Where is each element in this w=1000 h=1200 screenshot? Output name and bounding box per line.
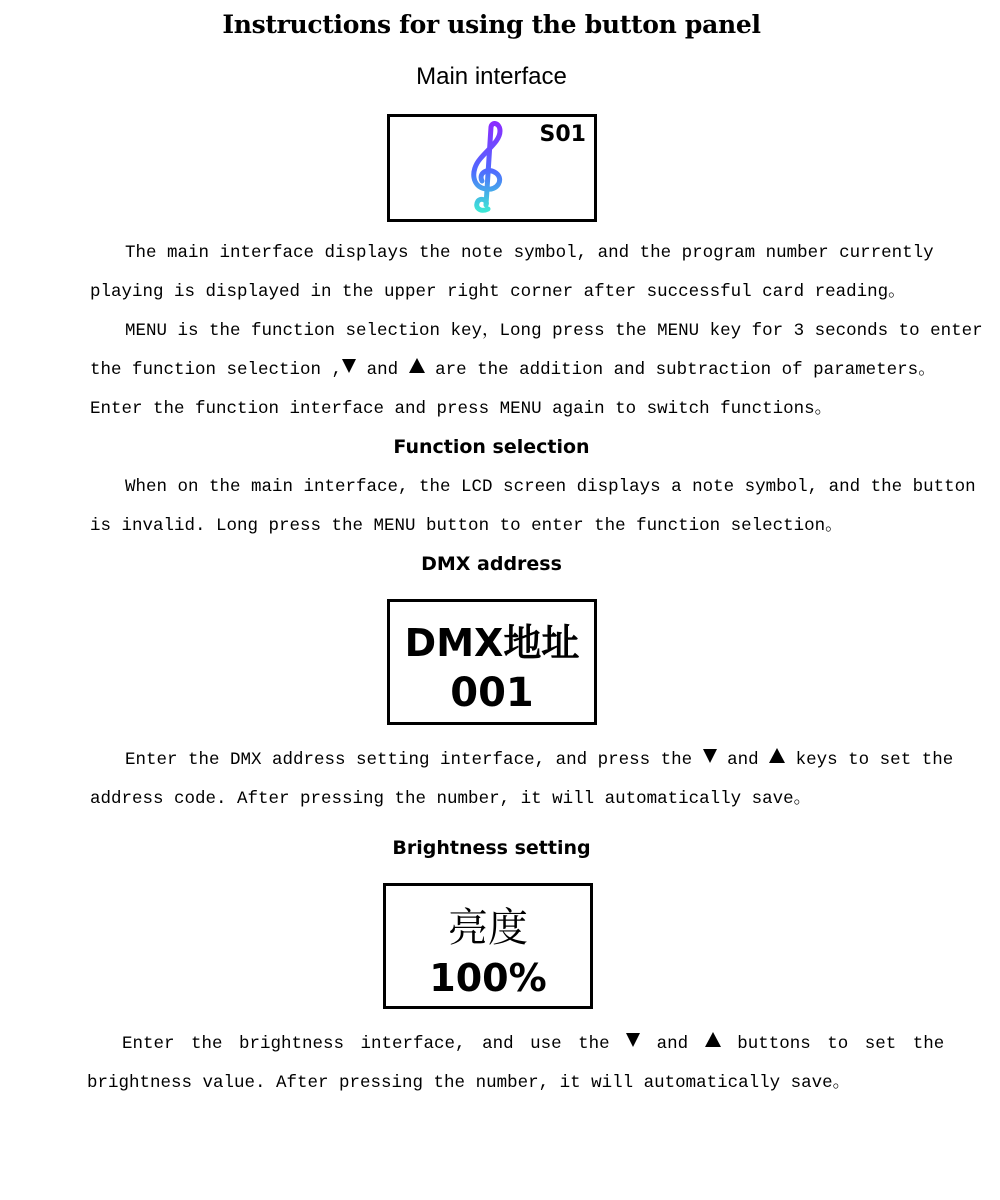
function-selection-heading: Function selection [393, 436, 590, 458]
text-line [87, 1025, 944, 1064]
up-triangle-icon [409, 358, 425, 373]
page-title: Instructions for using the button panel [222, 10, 761, 39]
dmx-address-heading: DMX address [421, 553, 562, 575]
up-triangle-icon [705, 1032, 721, 1047]
brightness-value: 100% [429, 956, 547, 1000]
text-segment: and [727, 750, 759, 770]
dmx-address-lcd [387, 599, 597, 725]
brightness-label: 亮度 [448, 905, 528, 951]
text-line: playing is displayed in the upper right corner after successful card reading。 [90, 282, 906, 302]
down-triangle-icon [703, 749, 717, 763]
main-interface-heading: Main interface [416, 63, 567, 90]
text-segment: buttons to set the [737, 1034, 945, 1054]
text-segment: keys to set the [795, 750, 954, 770]
text-line: address code. After pressing the number, it will automatically save。 [90, 789, 812, 809]
down-triangle-icon [626, 1033, 640, 1047]
treble-clef-icon [458, 121, 514, 217]
text-line: When on the main interface, the LCD screen displays a note symbol, and the button [125, 477, 976, 497]
program-number: S01 [539, 122, 586, 147]
text-line [90, 741, 953, 780]
text-line: Enter the function interface and press MENU again to switch functions。 [90, 399, 833, 419]
main-interface-paragraph-2 [90, 312, 983, 429]
text-segment: the function selection , [90, 360, 343, 380]
text-segment: and [366, 360, 399, 380]
text-line: is invalid. Long press the MENU button to enter the function selection。 [90, 516, 843, 536]
dmx-address-value: 001 [450, 670, 534, 716]
brightness-paragraph [87, 1025, 944, 1103]
text-segment: Enter the DMX address setting interface, and press the [125, 750, 693, 770]
brightness-setting-heading: Brightness setting [392, 837, 591, 859]
text-segment: and use the [482, 1034, 610, 1054]
function-selection-paragraph [90, 468, 976, 546]
dmx-address-label: DMX地址 [404, 621, 580, 665]
up-triangle-icon [769, 748, 785, 763]
text-segment: and [656, 1034, 689, 1054]
dmx-address-paragraph [90, 741, 953, 819]
text-segment: are the addition and subtraction of parameters。 [435, 360, 936, 380]
text-line [90, 351, 983, 390]
down-triangle-icon [342, 359, 356, 373]
text-line: The main interface displays the note symbol, and the program number currently [125, 243, 934, 263]
text-segment: Enter the brightness interface, [122, 1034, 466, 1054]
text-line: brightness value. After pressing the number, it will automatically save。 [87, 1073, 851, 1093]
brightness-lcd [383, 883, 593, 1009]
text-line: MENU is the function selection key，Long press the MENU key for 3 seconds to enter [125, 321, 983, 341]
main-interface-lcd [387, 114, 597, 222]
main-interface-paragraph-1 [90, 234, 934, 312]
